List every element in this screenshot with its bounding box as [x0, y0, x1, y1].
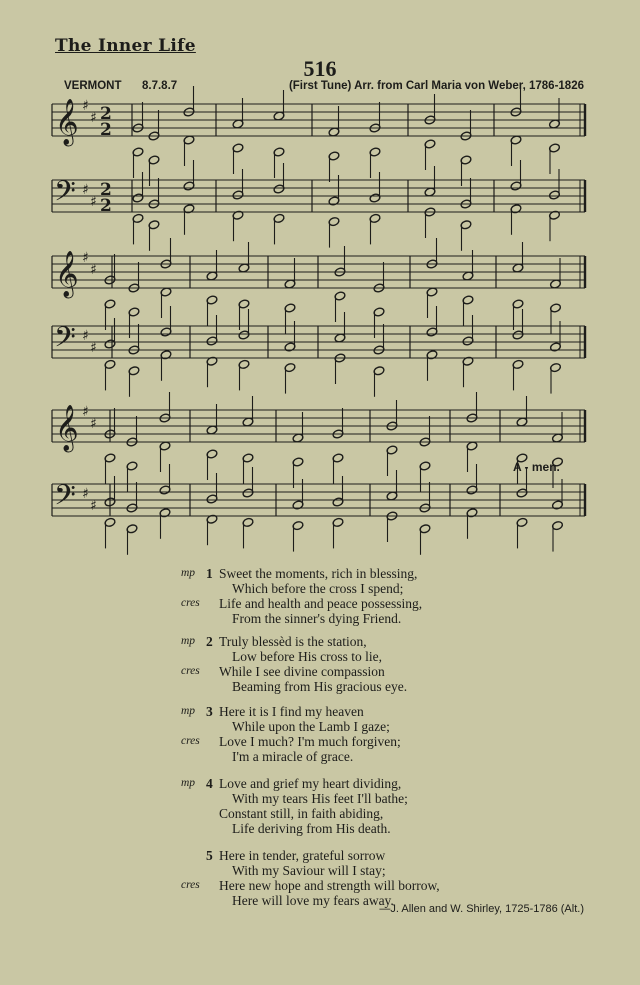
verse-number: 3 — [206, 704, 213, 719]
verse-line: Beaming from His gracious eye. — [232, 679, 408, 694]
dynamic-marking: cres — [181, 597, 200, 609]
verse-line: Which before the cross I spend; — [232, 581, 404, 596]
verse-number: 1 — [206, 566, 213, 581]
verse-number: 5 — [206, 848, 213, 863]
sharp-icon: ♯ — [82, 98, 89, 114]
time-signature: 2 — [100, 104, 112, 124]
verse-line: Truly blessèd is the station, — [219, 634, 367, 649]
verse-line: Here it is I find my heaven — [219, 704, 364, 719]
verse-line: While upon the Lamb I gaze; — [232, 719, 390, 734]
bass-clef-icon: 𝄢 — [54, 175, 76, 215]
dynamic-marking: mp — [181, 705, 196, 717]
dynamic-marking: mp — [181, 567, 196, 579]
verse-number: 2 — [206, 634, 213, 649]
treble-clef-icon: 𝄞 — [55, 99, 79, 145]
treble-clef-icon: 𝄞 — [55, 251, 79, 297]
verse-line: Life deriving from His death. — [232, 821, 391, 836]
hymn-number: 516 — [303, 56, 337, 81]
time-signature: 2 — [100, 196, 112, 216]
amen-text: A - men. — [513, 460, 560, 474]
time-signature: 2 — [100, 120, 112, 140]
sharp-icon: ♯ — [90, 194, 97, 210]
sharp-icon: ♯ — [90, 262, 97, 278]
verse-line: Constant still, in faith abiding, — [219, 806, 384, 821]
sharp-icon: ♯ — [82, 486, 89, 502]
sharp-icon: ♯ — [82, 404, 89, 420]
verse-line: With my tears His feet I'll bathe; — [232, 791, 408, 806]
sharp-icon: ♯ — [90, 498, 97, 514]
verse-line: Love and grief my heart dividing, — [219, 776, 402, 791]
sharp-icon: ♯ — [82, 328, 89, 344]
sharp-icon: ♯ — [82, 182, 89, 198]
verse-line: While I see divine compassion — [219, 664, 385, 679]
section-title: The Inner Life — [55, 36, 196, 56]
verse-line: Here new hope and strength will borrow, — [219, 878, 440, 893]
author-credit: —J. Allen and W. Shirley, 1725-1786 (Alt.) — [379, 903, 584, 915]
tune-attribution: (First Tune) Arr. from Carl Maria von Weber, 1786-1826 — [288, 80, 584, 92]
verse-line: Low before His cross to lie, — [232, 649, 382, 664]
time-signature: 2 — [100, 180, 112, 200]
treble-clef-icon: 𝄞 — [55, 405, 79, 451]
verse-line: I'm a miracle of grace. — [232, 749, 354, 764]
bass-clef-icon: 𝄢 — [54, 321, 76, 361]
verse-line: Sweet the moments, rich in blessing, — [219, 566, 418, 581]
tune-name: VERMONT — [64, 80, 122, 92]
sharp-icon: ♯ — [82, 250, 89, 266]
dynamic-marking: cres — [181, 665, 200, 677]
sharp-icon: ♯ — [90, 416, 97, 432]
dynamic-marking: mp — [181, 635, 196, 647]
dynamic-marking: cres — [181, 735, 200, 747]
dynamic-marking: cres — [181, 879, 200, 891]
sharp-icon: ♯ — [90, 110, 97, 126]
verse-line: With my Saviour will I stay; — [232, 863, 386, 878]
verse-line: Here in tender, grateful sorrow — [219, 848, 386, 863]
bass-clef-icon: 𝄢 — [54, 479, 76, 519]
verse-number: 4 — [206, 776, 213, 791]
sharp-icon: ♯ — [90, 340, 97, 356]
verse-line: From the sinner's dying Friend. — [232, 611, 402, 626]
tune-meter: 8.7.8.7 — [142, 80, 178, 92]
verse-line: Here will love my fears away. — [232, 893, 394, 908]
dynamic-marking: mp — [181, 777, 196, 789]
verse-line: Love I much? I'm much forgiven; — [219, 734, 401, 749]
verse-line: Life and health and peace possessing, — [219, 596, 423, 611]
